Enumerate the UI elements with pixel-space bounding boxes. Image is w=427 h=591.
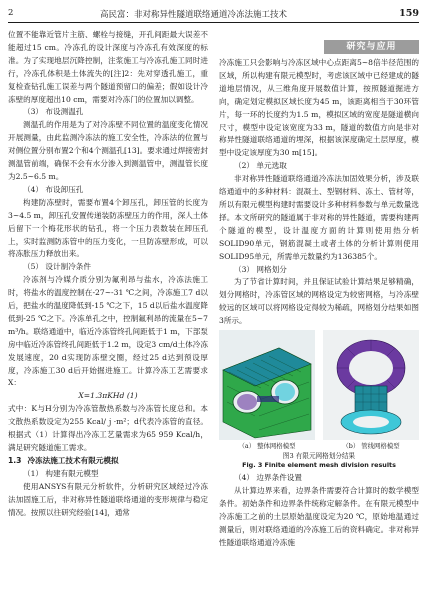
left-column [8, 29, 208, 519]
pipe-mesh-image [323, 330, 419, 440]
section-banner: 研究与应用 [324, 40, 419, 54]
figure-caption-en: Fig. 3 Finite element mesh division results [242, 461, 396, 470]
paragraph: 非对称异性隧道联络通道冷冻法加固效果分析，涉及联络通道中的多种材料：混凝土、型钢材料、冻土、管材等，所以有限元模型构建时需要设计多种材料参数与单元数量选择。本文所研究的隧道属于非对称的异性隧道，需要构建两个隧道的模型，设计温度方面的计算则使用热分析SOLID90单元，钢筋混凝土或者土体的分析计算则使用SOLID95单元，所需单元数量约为136385个。 [219, 174, 419, 261]
subsection-heading: （4） 边界条件设置 [234, 473, 302, 483]
figure-panel-a-label: （a） 整体网格模型 [238, 442, 296, 451]
paragraph: 测温孔的作用是为了对冷冻壁不同位置的温度变化情况开展测量，由此监测冷冻法的施工安全性，冷冻法的位置与对侧位置分别布置2个和4个测温孔[13]。要求通过焊接密封测温管前端，确保不会有水分渗入到测温管中，测温管长度为2.5~6.5 m。 [8, 120, 208, 181]
paragraph: 构建防冻壁时，需要布置4个卸压孔，卸压管的长度为3~4.5 m，卸压孔安置传递装防冻壁压力的作用，深人土体后留下一个梅花形状的钻孔，将一个压力表数装在卸压孔上，实时监测防冻管中的压力变化，一旦防冻壁形成，可以将冻胀压力释放出来。 [8, 197, 208, 259]
equation: X=1.3πKHd (1) [78, 391, 138, 401]
right-column [219, 29, 419, 549]
paragraph: 为了节省计算时间，并且保证试验计算结果足够精确，划分网格时，冷冻管区域的网格设定为较密网格，与冷冻壁较远的区域可以将网格设定得较为稀疏，网格划分结果如图3所示。 [219, 277, 419, 326]
subsection-heading: （1） 构建有限元模型 [23, 468, 99, 478]
paragraph: 冷冻施工只会影响与冷冻区域中心点距离5~8倍半径范围的区域，所以构建有限元模型时，考虑该区域中已经建成的隧道地层情况，从三维角度开展数值计算，按照隧道掘进方向，确定划定模拟区域长度为45 m，该距离相当于30环管片，每一环的长度约为1.5 m，模拟区域的宽度是隧道横向尺寸，模型中设定该宽度为33 m，隧道的数值方向是非对称异性隧道联络通道的埋深，根据该深度确定土层厚度，模型中设定该厚度为30 m[15]。 [219, 58, 419, 158]
paragraph: 位置不能靠近管片主筋、螺栓与接缝，开孔间距最大误差不能超过15 cm。冷冻孔的设计深度与冷冻孔有效深度的标准。为了实现地层沉降控制，注浆施工与冷冻孔施工同时进行，冷冻孔体积是土体流失的[注]2：先对穿透孔施工，重复检查钻孔施工误差与两个隧道预留口的偏差；假如设计冷冻壁的厚度超出10 cm，需要对冷冻门的位置加以调整。 [8, 30, 208, 104]
section-heading [8, 455, 208, 468]
subsection-heading: （3） 网格划分 [234, 264, 287, 274]
banner-gap [219, 29, 419, 57]
figure-panel-b-label: （b） 管线网格模型 [342, 442, 400, 451]
header-title: 高民富：非对称异性隧道联络通道冷冻法施工技术 [100, 10, 288, 20]
paragraph: 式中：K与H分别为冷冻管散热系数与冷冻管长度总和。本文散热系数设定为255 Kcal/ｊ·m²；d代表冷冻管的直径。根据式（1）计算得出冷冻工艺量需求为65 959 Kcal/h，满足研究隧道施工需求。 [8, 404, 208, 452]
subsection-heading: （4） 布设卸压孔 [23, 184, 84, 194]
page-number: 159 [399, 8, 419, 19]
overall-mesh-image [219, 330, 315, 440]
figure-caption-cn: 图3 有限元网格划分结果 [282, 452, 356, 461]
section-number: 1.3 [8, 455, 22, 465]
figure-3 [219, 330, 419, 452]
subsection-heading: （5） 设计制冷条件 [23, 262, 91, 272]
paragraph: 冷冻剂与冷媒介质分别为氟利昂与盐水，冷冻法施工时，将盐水的温度控制在-27~-31 ℃之间，冷冻施工7 d以后，把盐水的温度降低到-15 ℃之下，15 d以后盐水温度降低到-25 ℃之下。冷冻单孔之中，控制氟利昂的流量在5~7 m³/h。联络通道中，临近冷冻管终孔间距低于1 m，下部泵房中临近冷冻管终孔间距低于1.2 m，设定3 cm/d土体冷冻发展速度，20 d实现防冻壁交圈，经过25 d达到预设厚度，冷冻施工30 d后开始掘进施工。计算冷冻工艺需要求X： [8, 275, 208, 388]
section-title: 冷冻法施工技术有限元模拟 [27, 455, 119, 465]
header-page-left: 2 [8, 8, 14, 18]
running-header [8, 8, 419, 23]
subsection-heading: （2） 单元选取 [234, 161, 287, 171]
subsection-heading: （3） 布设测温孔 [23, 107, 84, 117]
right-column-bottom [219, 472, 419, 549]
right-column-top [219, 57, 419, 328]
paragraph: 使用ANSYS有限元分析软件，分析研究区域经过冷冻法加固施工后，非对称异性隧道联络通道的变形规律与稳定情况。按照以往研究经验[14]，通常 [8, 481, 208, 517]
paragraph: 从计算边界来看，边界条件需要符合计算时的数学模型条件。初始条件和边界条件统称定解条件。在有限元模型中冷冻施工之前的土层原始温度设定为20 ℃，原始地温通过测量后，则对联络通道的冷冻施工后的资料确定。非对称异性隧道联络通道冷冻施 [219, 485, 419, 547]
